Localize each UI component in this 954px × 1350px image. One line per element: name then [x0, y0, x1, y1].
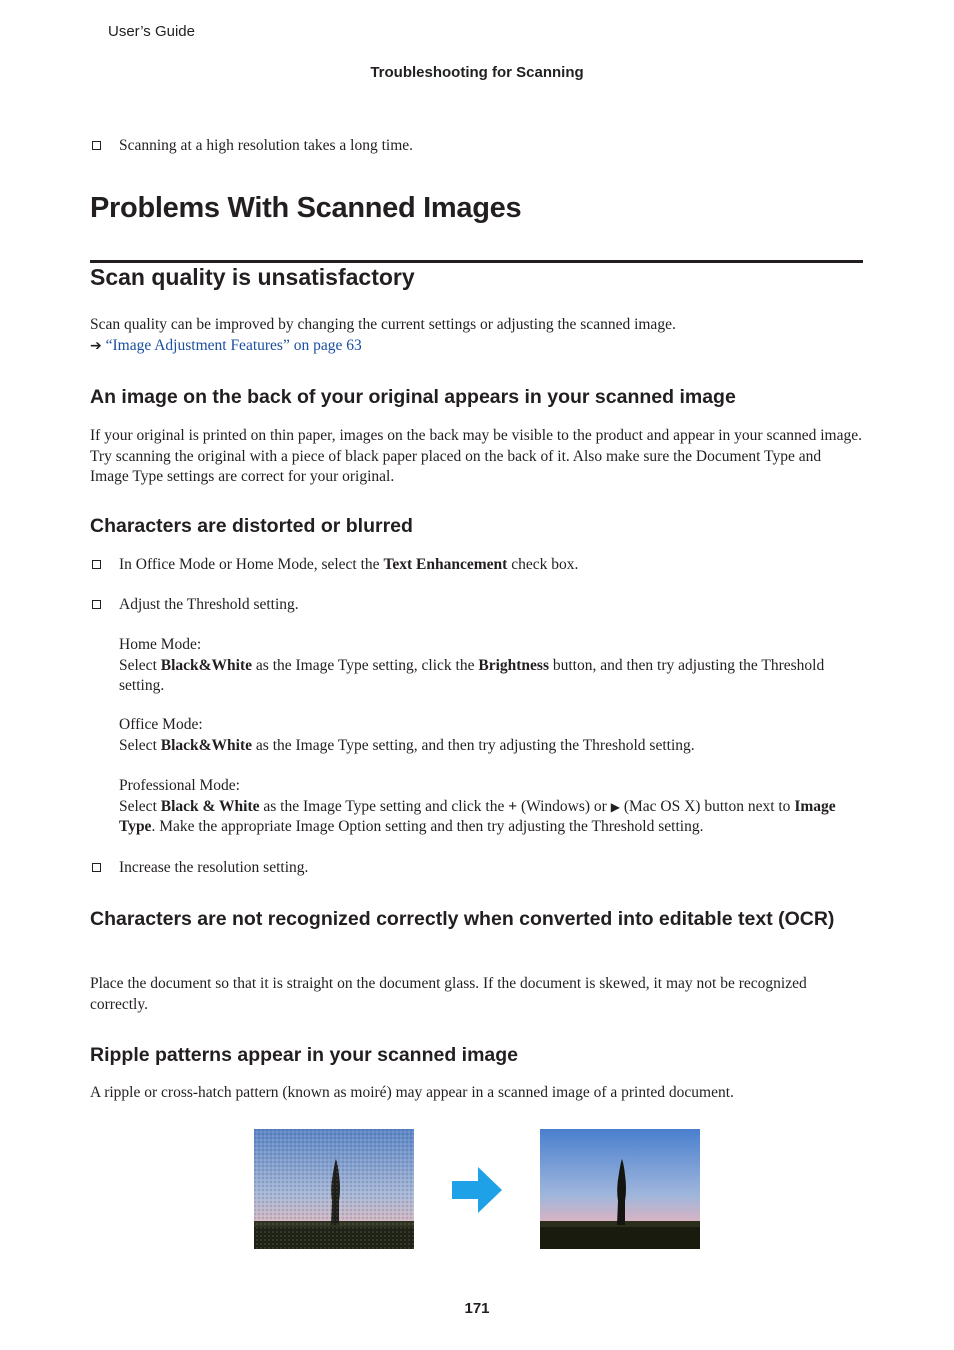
arrow-right-icon	[450, 1165, 504, 1220]
home-mode-block: Home Mode: Select Black&White as the Image Type setting, click the Brightness button, and then try adjusting the Threshold setting.	[119, 636, 825, 694]
moire-image-after	[540, 1129, 700, 1249]
ocr-text: Place the document so that it is straight on the document glass. If the document is skewed, it may not be recognized correctly.	[90, 975, 807, 1013]
guide-label: User’s Guide	[108, 23, 195, 40]
office-mode-block: Office Mode: Select Black&White as the Image Type setting, and then try adjusting the Threshold setting.	[119, 716, 695, 754]
ocr-heading: Characters are not recognized correctly when converted into editable text (OCR)	[90, 908, 835, 930]
bullet-icon	[92, 600, 101, 609]
ripple-heading: Ripple patterns appear in your scanned image	[90, 1044, 519, 1066]
bullet-icon	[92, 141, 101, 150]
page-title: Problems With Scanned Images	[90, 192, 522, 224]
text-enhancement-bullet: In Office Mode or Home Mode, select the Text Enhancement check box.	[119, 556, 579, 573]
page-number: 171	[464, 1300, 490, 1317]
intro-bullet-text: Scanning at a high resolution takes a long time.	[119, 137, 414, 154]
image-adjustment-link[interactable]: “Image Adjustment Features” on page 63	[105, 336, 362, 354]
scan-quality-heading: Scan quality is unsatisfactory	[90, 264, 415, 290]
ripple-text: A ripple or cross-hatch pattern (known as moiré) may appear in a scanned image of a printed document.	[90, 1084, 734, 1101]
resolution-bullet: Increase the resolution setting.	[119, 859, 309, 876]
scan-quality-text: Scan quality can be improved by changing the current settings or adjusting the scanned image. ➔ “Image Adjustment Features” on page 63	[90, 316, 676, 354]
threshold-bullet: Adjust the Threshold setting.	[119, 596, 299, 613]
distorted-heading: Characters are distorted or blurred	[90, 515, 413, 537]
triangle-right-icon: ▶	[610, 799, 620, 814]
bullet-icon	[92, 863, 101, 872]
back-image-heading: An image on the back of your original appears in your scanned image	[90, 386, 736, 408]
plus-icon: +	[508, 797, 518, 815]
back-image-text: If your original is printed on thin paper, images on the back may be visible to the product and appear in your scanned image. Try scanning the original with a piece of black paper placed on the back of it. Also make sure the Document Type and Image Type settings are correct for your original.	[90, 427, 863, 485]
bullet-icon	[92, 560, 101, 569]
professional-mode-block: Professional Mode: Select Black & White as the Image Type setting and click the + (Windows) or ▶ (Mac OS X) button next to Image Type. Make the appropriate Image Option setting and then try adjusting the Threshold setting.	[119, 777, 836, 835]
heading-rule	[90, 260, 863, 263]
section-title: Troubleshooting for Scanning	[370, 64, 584, 81]
moire-image-before	[254, 1129, 414, 1249]
arrow-right-icon: ➔	[90, 337, 102, 354]
